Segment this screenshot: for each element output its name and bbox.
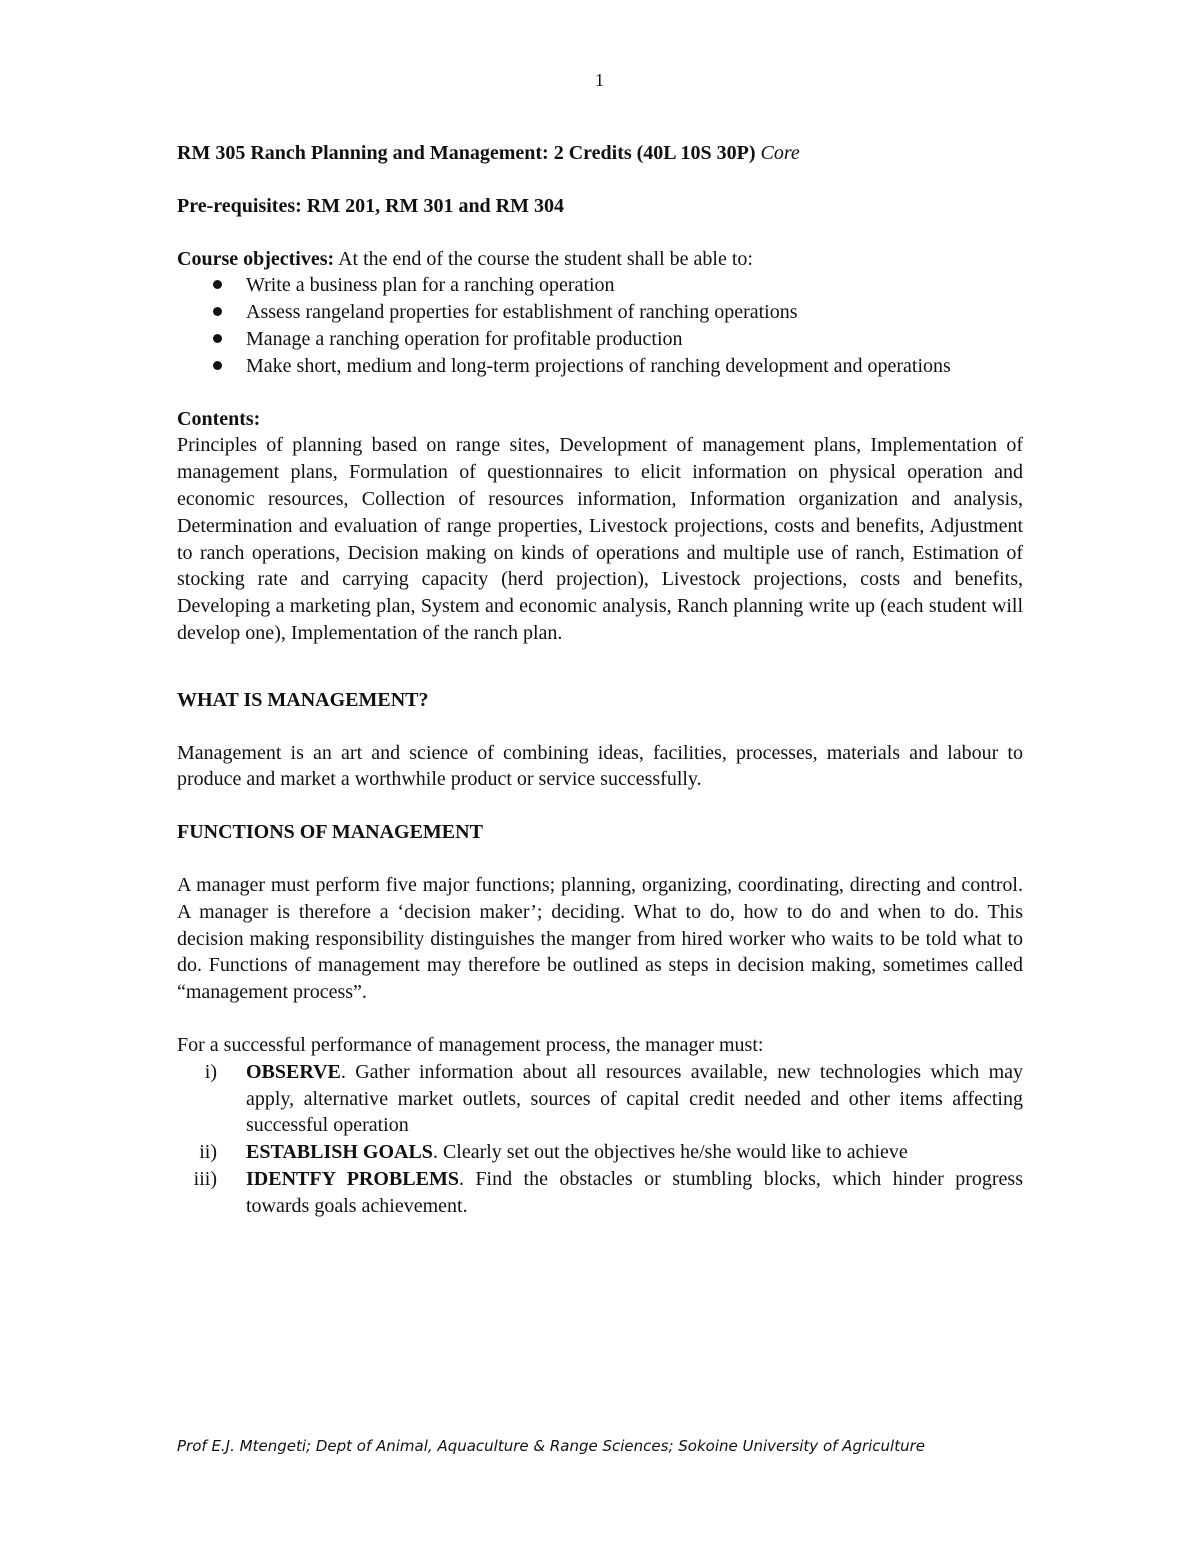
list-item: Write a business plan for a ranching operation [177, 272, 1023, 299]
bullet-icon [213, 307, 222, 316]
list-item: Assess rangeland properties for establishment of ranching operations [177, 299, 1023, 326]
course-title [177, 140, 1023, 167]
functions-heading: FUNCTIONS OF MANAGEMENT [177, 821, 483, 844]
prerequisites [177, 193, 1023, 220]
list-item: i) OBSERVE. Gather information about all resources available, new technologies which may apply, alternative market outlets, sources of capital credit needed and other items affecting successful operation [204, 1060, 1023, 1137]
contents-heading: Contents: [177, 407, 261, 430]
course-title-bold: RM 305 Ranch Planning and Management: 2 Credits (40L 10S 30P) [177, 142, 756, 164]
bullet-icon [213, 280, 222, 289]
document-body [177, 140, 1023, 1220]
list-item: Manage a ranching operation for profitable production [177, 326, 1023, 353]
contents-text: Principles of planning based on range sites, Development of management plans, Implementation of management plans, Formulation of questionnaires to elicit information on physical operation and economic resources, Collection of resources information, Information organization and analysis, Determination and evaluation of range properties, Livestock projections, costs and benefits, Adjustment to ranch operations, Decision making on kinds of operations and multiple use of ranch, Estimation of stocking rate and carrying capacity (herd projection), Livestock projections, costs and benefits, Developing a marketing plan, System and economic analysis, Ranch planning write up (each student will develop one), Implementation of the ranch plan. [177, 434, 1023, 644]
bullet-icon [213, 334, 222, 343]
objectives-label: Course objectives: [177, 247, 335, 270]
functions-paragraph: A manager must perform five major functions; planning, organizing, coordinating, directing and control. A manager is therefore a ‘decision maker’; deciding. What to do, how to do and when to do. This decision making responsibility distinguishes the manger from hired worker who waits to be told what to do. Functions of management may therefore be outlined as steps in decision making, sometimes called “management process”. [177, 873, 1023, 1004]
bullet-icon [213, 361, 222, 370]
objectives-list [177, 272, 1023, 379]
list-item: ii) ESTABLISH GOALS. Clearly set out the objectives he/she would like to achieve [199, 1141, 908, 1164]
course-title-core: Core [760, 142, 800, 164]
management-heading: WHAT IS MANAGEMENT? [177, 688, 429, 711]
prereq-value: RM 201, RM 301 and RM 304 [306, 194, 565, 217]
list-item: Make short, medium and long-term projections of ranching development and operations [177, 353, 1023, 380]
page-footer: Prof E.J. Mtengeti; Dept of Animal, Aquaculture & Range Sciences; Sokoine University of Agriculture [177, 1437, 926, 1455]
management-definition: Management is an art and science of combining ideas, facilities, processes, materials and labour to produce and market a worthwhile product or service successfully. [177, 741, 1023, 791]
steps-list [177, 1059, 1023, 1220]
page-number: 1 [595, 70, 604, 90]
functions-intro: For a successful performance of management process, the manager must: [177, 1033, 764, 1056]
prereq-label: Pre-requisites: [177, 194, 302, 217]
objectives-intro [177, 246, 1023, 273]
list-item: iii) IDENTFY PROBLEMS. Find the obstacles or stumbling blocks, which hinder progress towards goals achievement. [193, 1167, 1023, 1217]
objectives-intro-text: At the end of the course the student shall be able to: [334, 247, 753, 270]
